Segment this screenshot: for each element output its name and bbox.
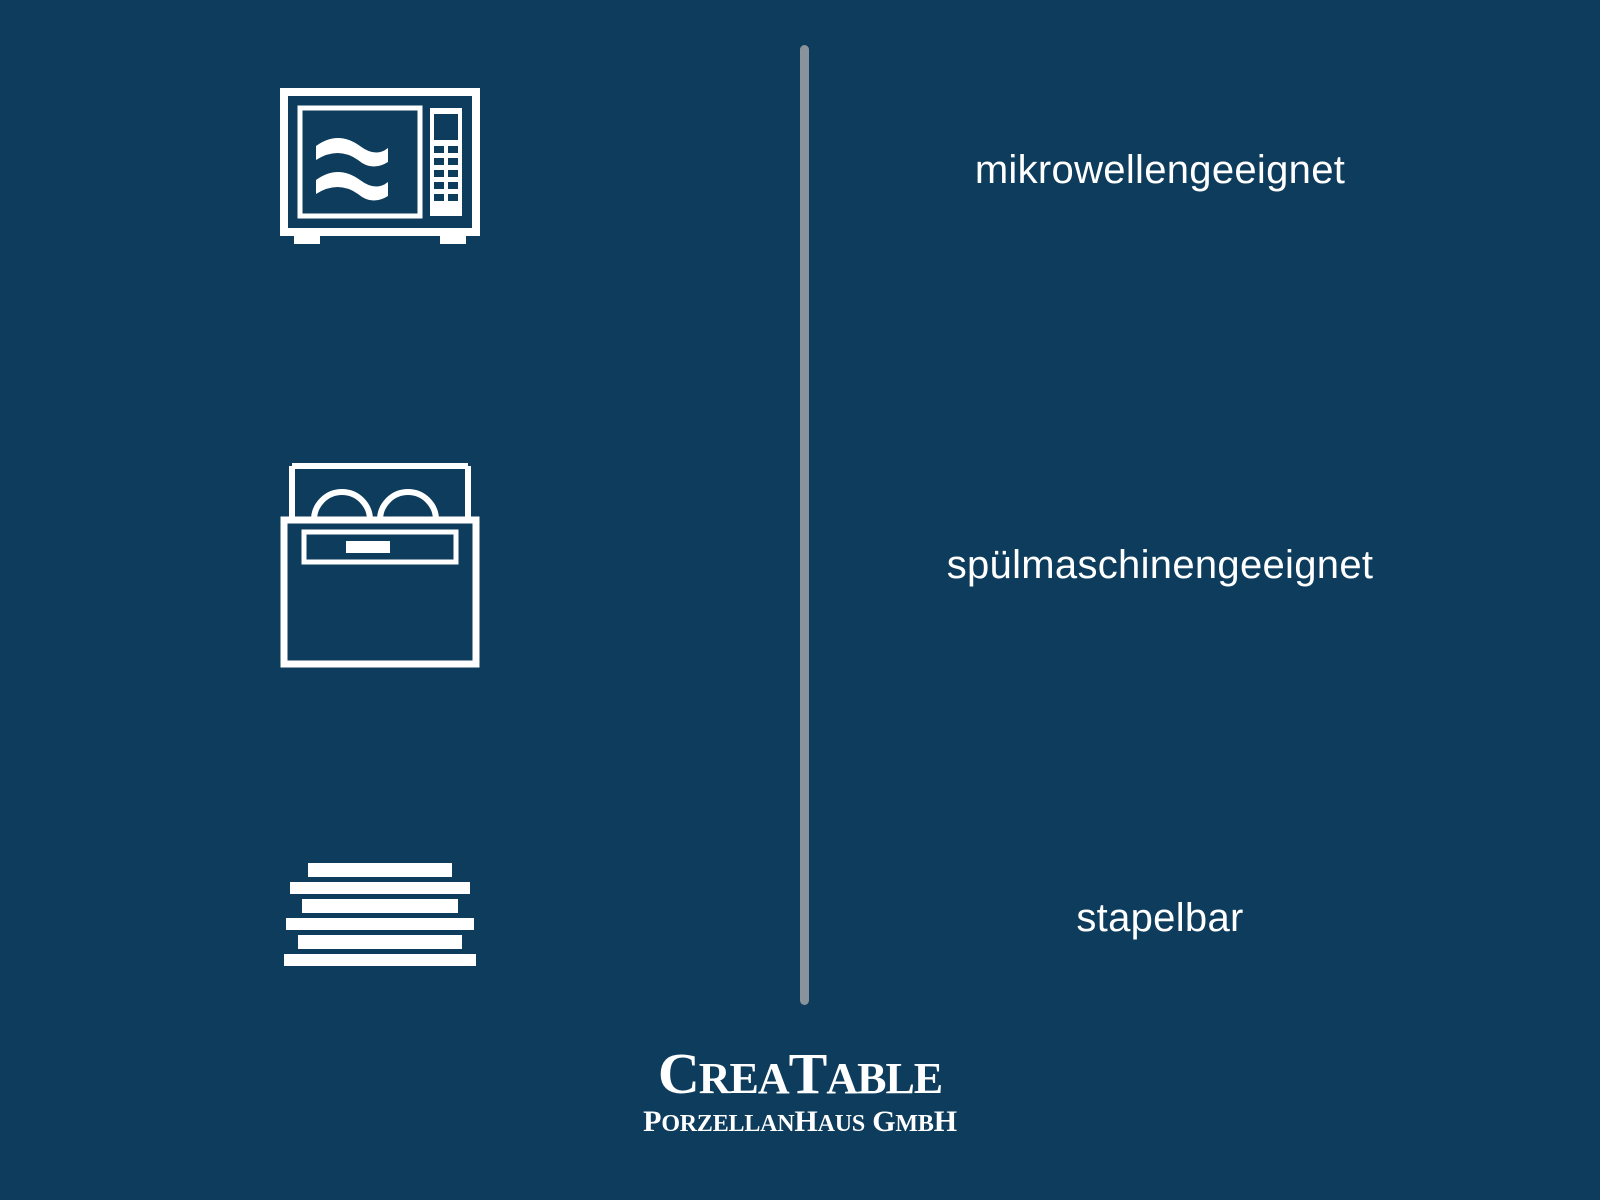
feature-row: [0, 818, 1600, 1018]
logo-c: C: [657, 1041, 699, 1106]
microwave-icon: [280, 70, 480, 270]
logo-g: G: [864, 1105, 896, 1138]
brand-logo: [0, 1041, 1600, 1140]
logo-h2: H: [933, 1105, 957, 1138]
brand-logo-line2: [0, 1105, 1600, 1140]
logo-aus: AUS: [817, 1111, 865, 1137]
stackable-plates-icon: [280, 818, 480, 1018]
logo-rea: REA: [698, 1054, 789, 1103]
logo-h: H: [794, 1105, 818, 1138]
feature-label: stapelbar: [1076, 896, 1244, 940]
feature-row: [0, 465, 1600, 665]
logo-able: ABLE: [826, 1054, 943, 1103]
logo-p: P: [643, 1105, 662, 1138]
dishwasher-icon: [280, 465, 480, 665]
logo-orzellan: ORZELLAN: [661, 1111, 795, 1137]
logo-t: T: [788, 1041, 827, 1106]
brand-logo-line1: [0, 1041, 1600, 1106]
feature-label: spülmaschinengeeignet: [946, 543, 1374, 587]
feature-row: [0, 70, 1600, 270]
feature-label: mikrowellengeeignet: [974, 148, 1346, 192]
logo-mb: MB: [895, 1111, 934, 1137]
